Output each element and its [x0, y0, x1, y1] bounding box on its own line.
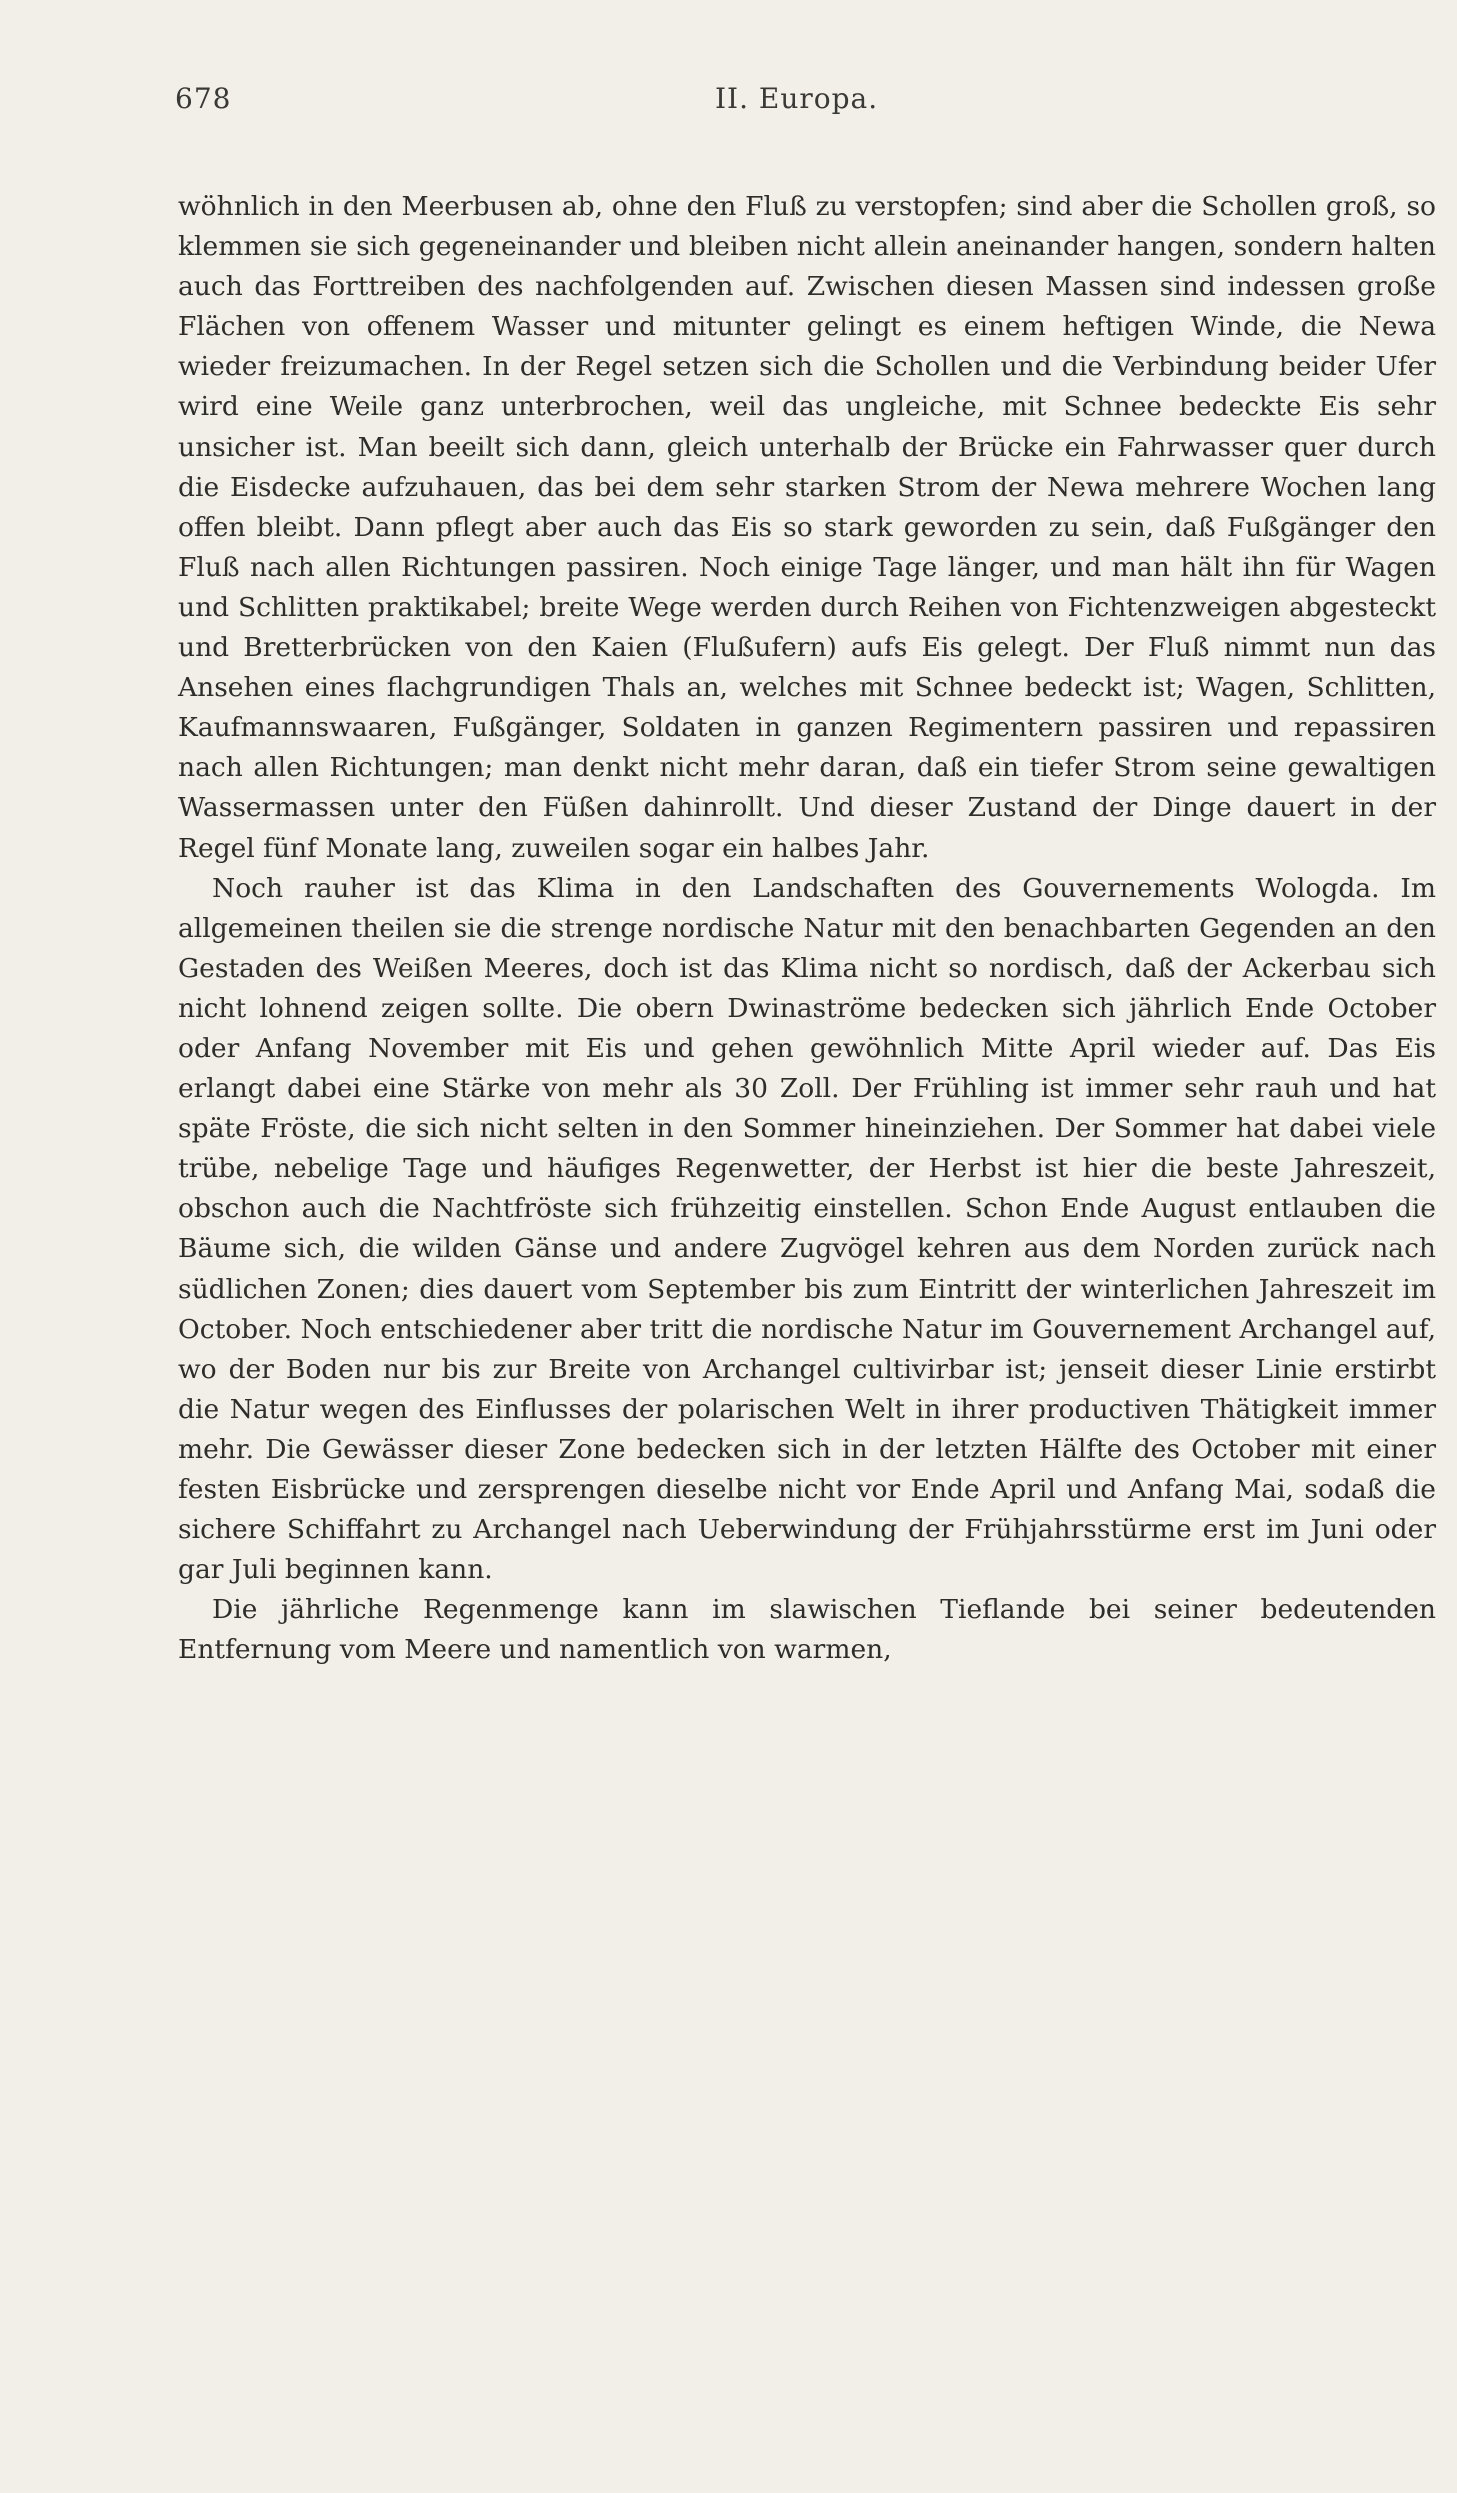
running-title: II. Europa. — [715, 82, 879, 115]
paragraph-wologda-climate: Noch rauher ist das Klima in den Landschaften des Gouvernements Wologda. Im allgemeinen theilen sie die strenge nordische Natur mit den benachbarten Gegenden an den Gestaden des Weißen Meeres, doch ist das Klima nicht so nordisch, daß der Ackerbau sich nicht lohnend zeigen sollte. Die obern Dwinaströme bedecken sich jährlich Ende October oder Anfang November mit Eis und gehen gewöhnlich Mitte April wieder auf. Das Eis erlangt dabei eine Stärke von mehr als 30 Zoll. Der Frühling ist immer sehr rauh und hat späte Fröste, die sich nicht selten in den Sommer hineinziehen. Der Sommer hat dabei viele trübe, nebelige Tage und häufiges Regenwetter, der Herbst ist hier die beste Jahreszeit, obschon auch die Nachtfröste sich frühzeitig einstellen. Schon Ende August entlauben die Bäume sich, die wilden Gänse und andere Zugvögel kehren aus dem Norden zurück nach südlichen Zonen; dies dauert vom September bis zum Eintritt der winterlichen Jahreszeit im October. Noch entschiedener aber tritt die nordische Natur im Gouvernement Archangel auf, wo der Boden nur bis zur Breite von Archangel cultivirbar ist; jenseit dieser Linie erstirbt die Natur wegen des Einflusses der polarischen Welt in ihrer productiven Thätigkeit immer mehr. Die Gewässer dieser Zone bedecken sich in der letzten Hälfte des October mit einer festen Eisbrücke und zersprengen dieselbe nicht vor Ende April und Anfang Mai, sodaß die sichere Schiffahrt zu Archangel nach Ueberwindung der Frühjahrsstürme erst im Juni oder gar Juli beginnen kann. — [178, 872, 1436, 1586]
paragraph-neva-ice: wöhnlich in den Meerbusen ab, ohne den Fluß zu verstopfen; sind aber die Schollen groß, so klemmen sie sich gegeneinander und bleiben nicht allein aneinander hangen, sondern halten auch das Forttreiben des nachfolgenden auf. Zwischen diesen Massen sind indessen große Flächen von offenem Wasser und mitunter gelingt es einem heftigen Winde, die Newa wieder freizumachen. In der Regel setzen sich die Schollen und die Verbindung beider Ufer wird eine Weile ganz unterbrochen, weil das ungleiche, mit Schnee bedeckte Eis sehr unsicher ist. Man beeilt sich dann, gleich unterhalb der Brücke ein Fahrwasser quer durch die Eisdecke aufzuhauen, das bei dem sehr starken Strom der Newa mehrere Wochen lang offen bleibt. Dann pflegt aber auch das Eis so stark geworden zu sein, daß Fußgänger den Fluß nach allen Richtungen passiren. Noch einige Tage länger, und man hält ihn für Wagen und Schlitten praktikabel; breite Wege werden durch Reihen von Fichtenzweigen abgesteckt und Bretterbrücken von den Kaien (Flußufern) aufs Eis gelegt. Der Fluß nimmt nun das Ansehen eines flachgrundigen Thals an, welches mit Schnee bedeckt ist; Wagen, Schlitten, Kaufmannswaaren, Fußgänger, Soldaten in ganzen Regimentern passiren und repassiren nach allen Richtungen; man denkt nicht mehr daran, daß ein tiefer Strom seine gewaltigen Wassermassen unter den Füßen dahinrollt. Und dieser Zustand der Dinge dauert in der Regel fünf Monate lang, zuweilen sogar ein halbes Jahr. — [178, 191, 1436, 864]
paragraph-rainfall: Die jährliche Regenmenge kann im slawischen Tieflande bei seiner bedeutenden Entfernung vom Meere und namentlich von warmen, — [178, 1594, 1436, 1666]
page-header — [175, 82, 1445, 132]
page-number: 678 — [175, 82, 232, 115]
body-text — [178, 187, 1436, 1670]
